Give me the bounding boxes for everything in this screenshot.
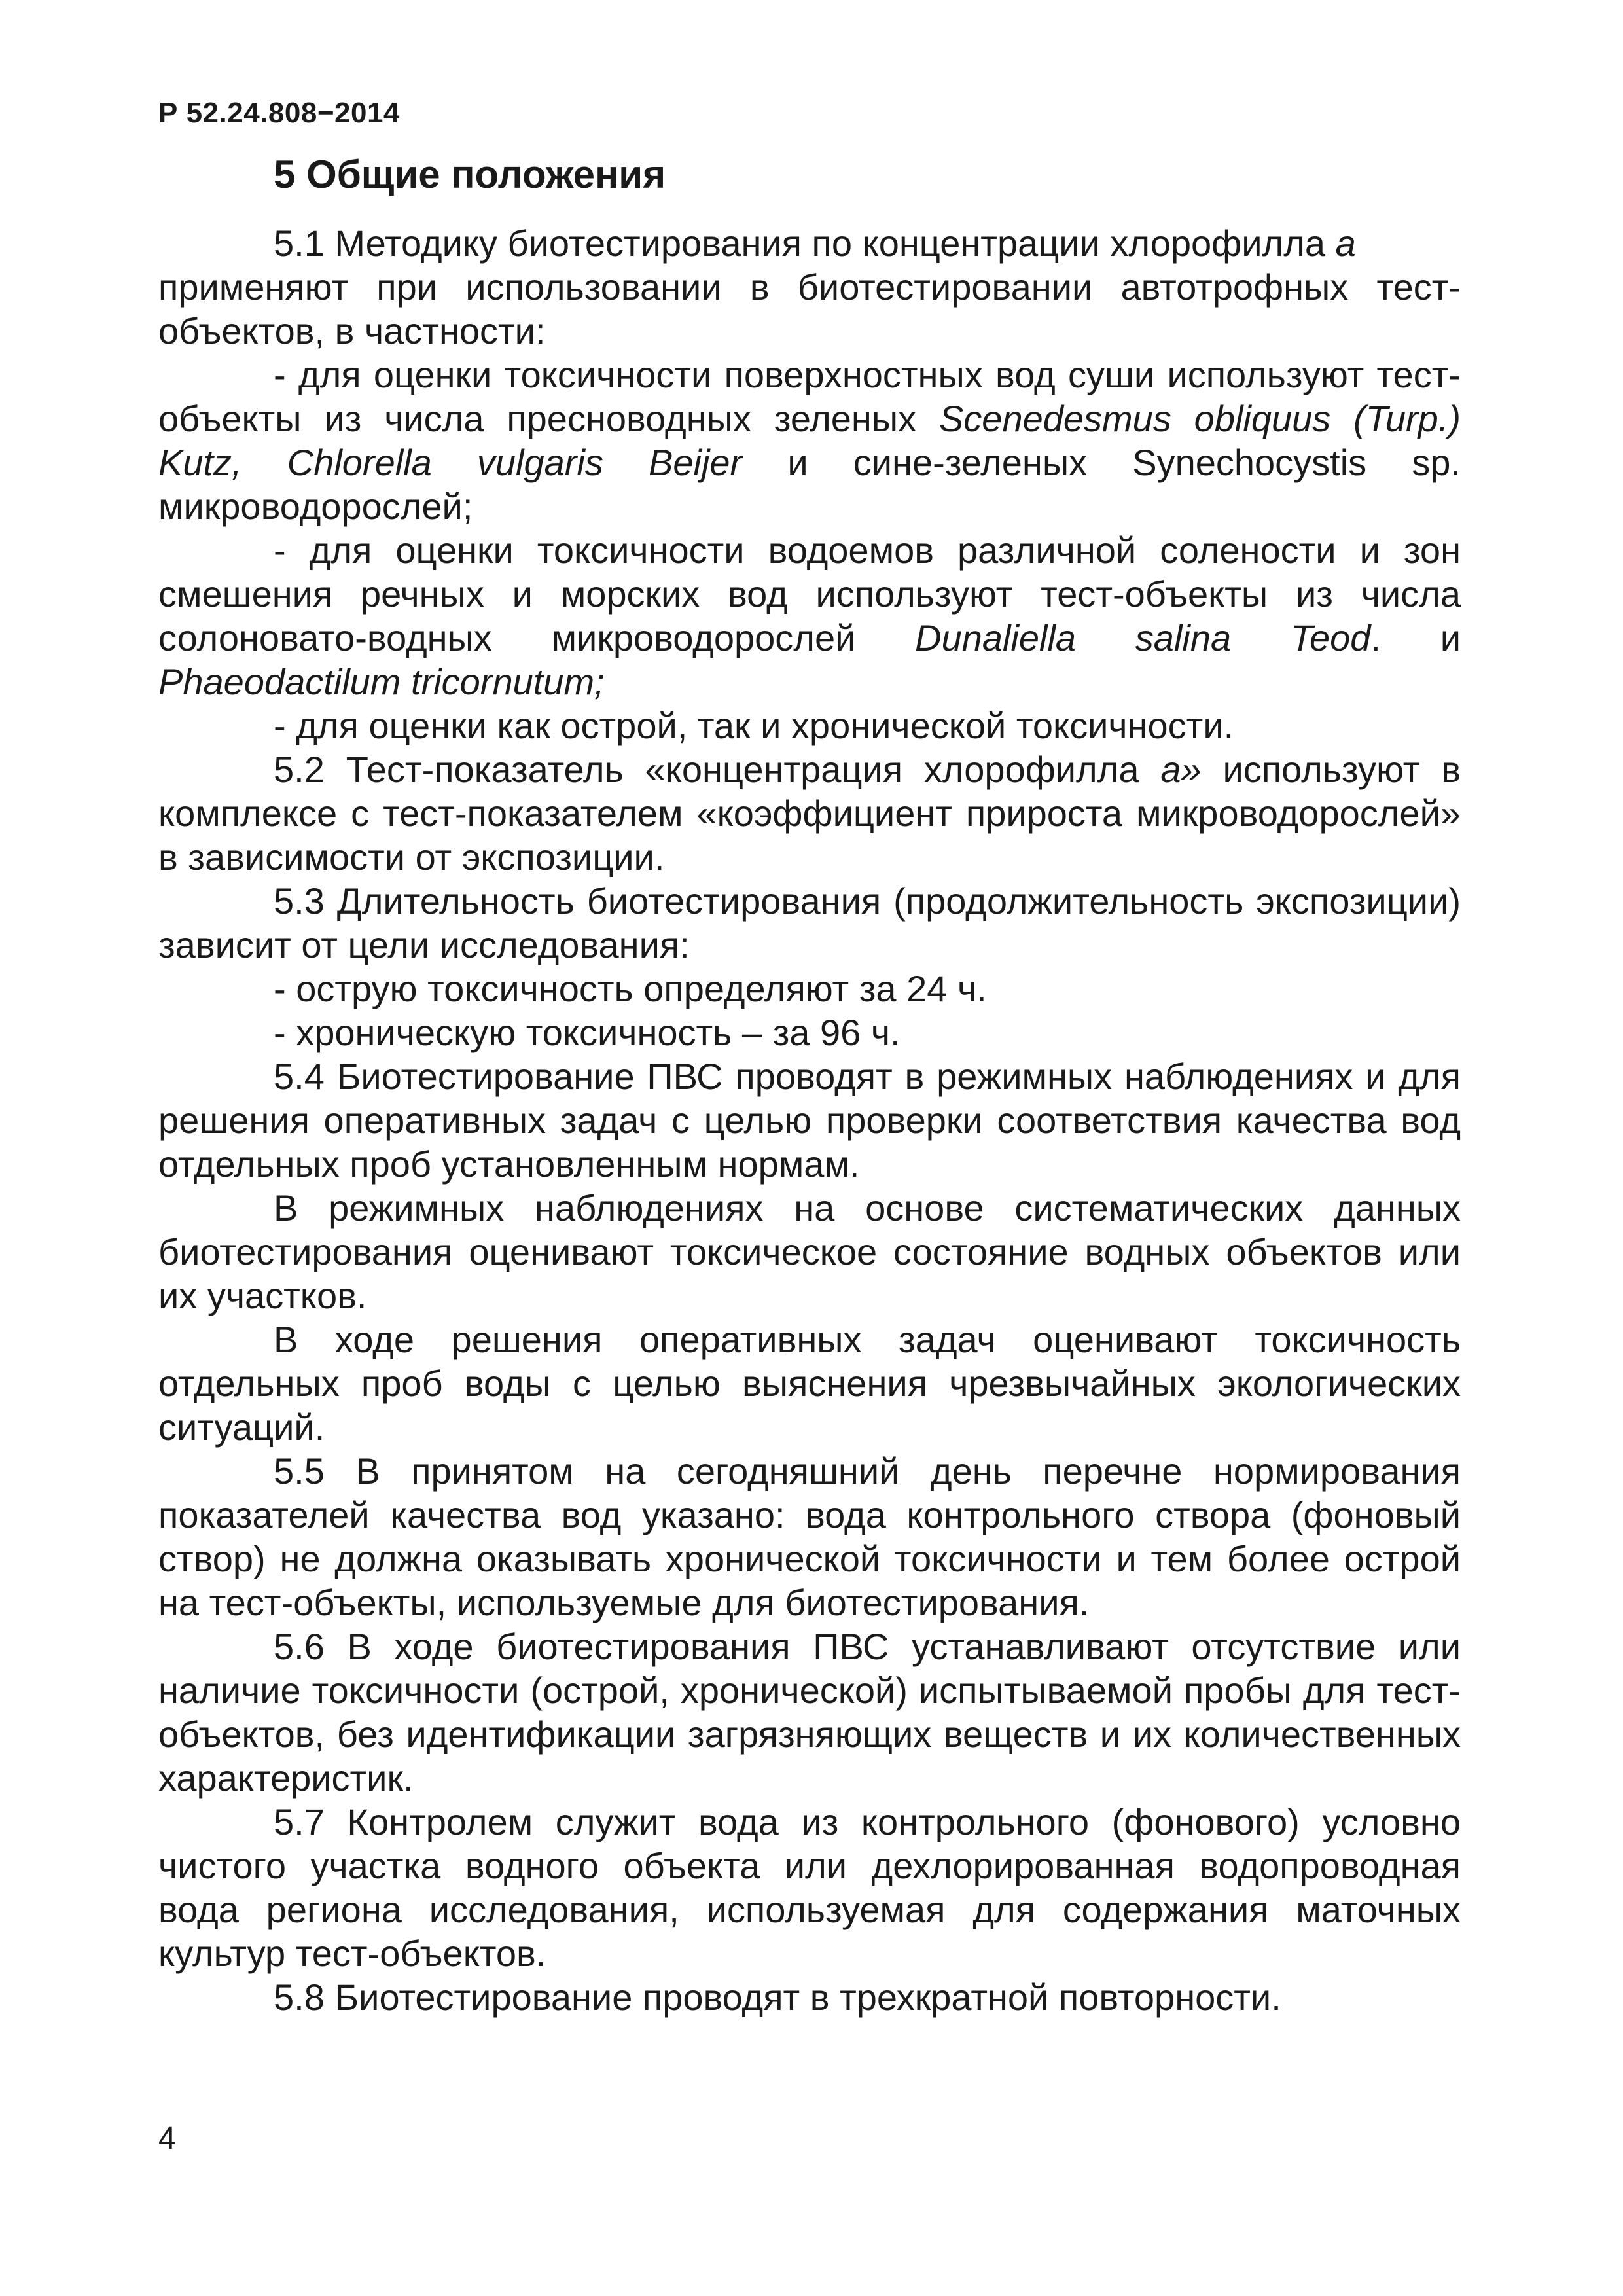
paragraph-5-2: 5.2 Тест-показатель «концентрация хлорофилла а» используют в комплексе с тест-показателем «коэффициент прироста микроводорослей» в зависимости от экспозиции. (158, 749, 1461, 878)
paragraph-5-3: 5.3 Длительность биотестирования (продолжительность экспозиции) зависит от цели исследования: (158, 880, 1461, 965)
list-item-acute-chronic: - для оценки как острой, так и хронической токсичности. (274, 705, 1234, 746)
paragraph-5-8: 5.8 Биотестирование проводят в трехкратной повторности. (274, 1977, 1281, 2018)
list-item-surface-waters: - для оценки токсичности поверхностных вод суши используют тест-объекты из числа пресноводных зеленых Scenedesmus obliquus (Turp.) Kutz, Chlorella vulgaris Beijer и сине-зеленых Synechocystis sp. микроводорослей; (158, 354, 1461, 527)
list-item-chronic: - хроническую токсичность – за 96 ч. (274, 1012, 901, 1053)
section-body (158, 221, 1461, 2019)
page-number: 4 (158, 2121, 176, 2156)
paragraph-regime-observations: В режимных наблюдениях на основе систематических данных биотестирования оценивают токсическое состояние водных объектов или их участков. (158, 1187, 1461, 1316)
paragraph-5-1: 5.1 Методику биотестирования по концентрации хлорофилла а (274, 223, 1356, 264)
paragraph-5-7: 5.7 Контролем служит вода из контрольного (фонового) условно чистого участка водного объекта или дехлорированная водопроводная вода региона исследования, используемая для содержания маточных культур тест-объектов. (158, 1801, 1461, 1974)
paragraph-5-5: 5.5 В принятом на сегодняшний день перечне нормирования показателей качества вод указано: вода контрольного створа (фоновый створ) не должна оказывать хронической токсичности и тем более острой на тест-объекты, используемые для биотестирования. (158, 1450, 1461, 1623)
list-item-saline-waters: - для оценки токсичности водоемов различной солености и зон смешения речных и морских вод используют тест-объекты из числа солоновато-водных микроводорослей Dunaliella salina Teod. и Phaeodactilum tricornutum; (158, 529, 1461, 702)
paragraph-operational-tasks: В ходе решения оперативных задач оценивают токсичность отдельных проб воды с целью выяснения чрезвычайных экологических ситуаций. (158, 1319, 1461, 1448)
list-item-acute: - острую токсичность определяют за 24 ч. (274, 968, 987, 1009)
document-code: Р 52.24.808−2014 (158, 97, 400, 129)
paragraph-5-6: 5.6 В ходе биотестирования ПВС устанавливают отсутствие или наличие токсичности (острой, хронической) испытываемой пробы для тест-объектов, без идентификации загрязняющих веществ и их количественных характеристик. (158, 1626, 1461, 1799)
section-title: 5 Общие положения (274, 152, 666, 196)
paragraph-5-1-cont: применяют при использовании в биотестировании автотрофных тест-объектов, в частности: (158, 266, 1461, 351)
paragraph-5-4: 5.4 Биотестирование ПВС проводят в режимных наблюдениях и для решения оперативных задач с целью проверки соответствия качества вод отдельных проб установленным нормам. (158, 1056, 1461, 1185)
